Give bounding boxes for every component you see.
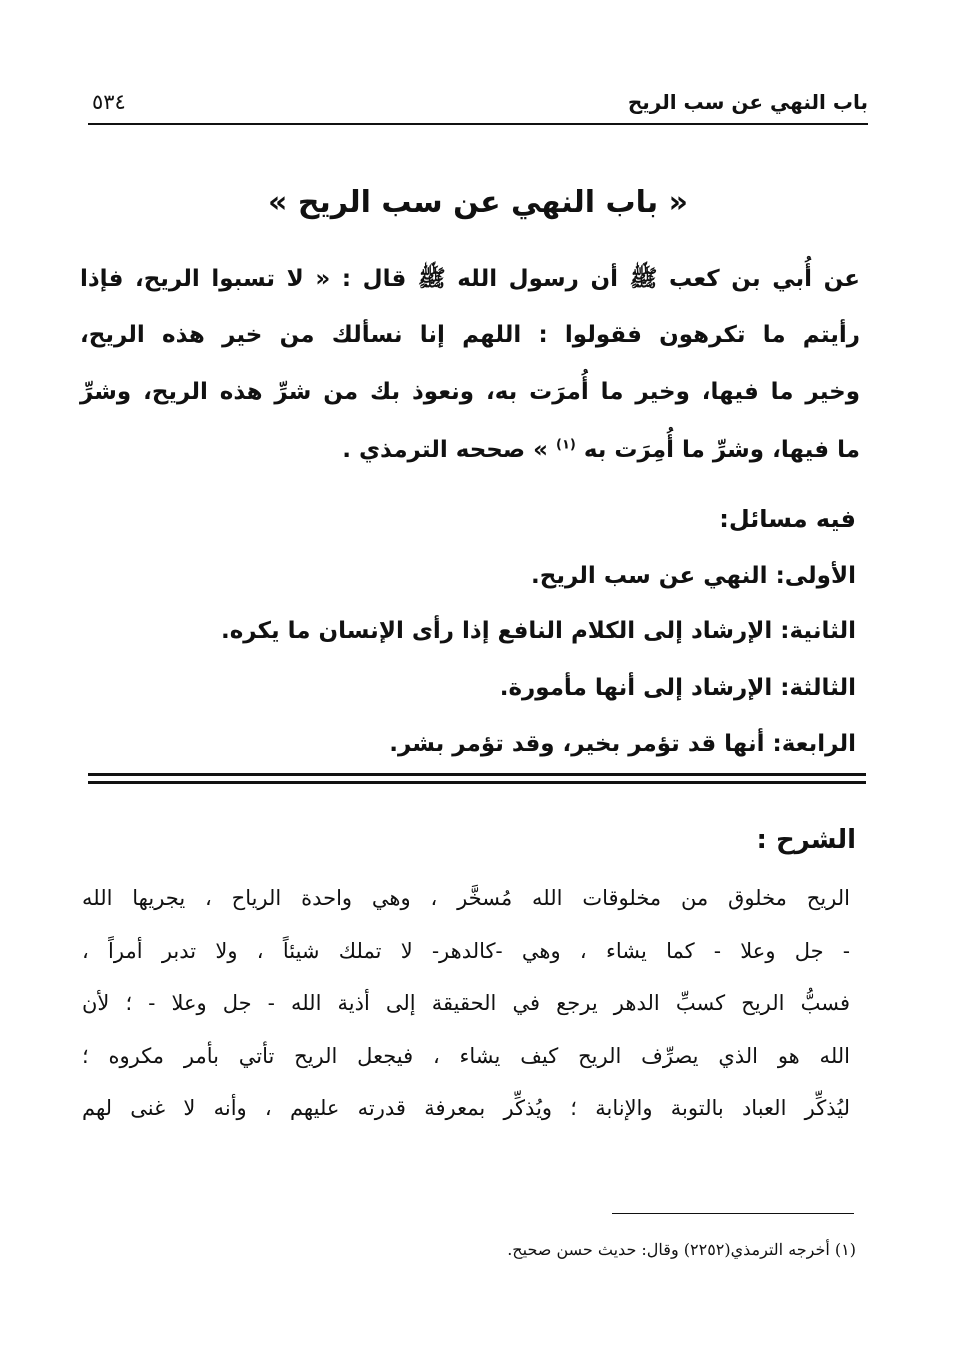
sharh-line-3: فسبُّ الريح كسبِّ الدهر يرجع في الحقيقة إلى أذية الله - جل وعلا - ؛ لأن [82, 991, 850, 1015]
hadith-line-3: وخير ما فيها، وخير ما أُمرَت به، ونعوذ بك من شرِّ هذه الريح، وشرِّ [80, 379, 860, 405]
section-divider-bottom [88, 781, 866, 784]
hadith-line-4-tail: » صححه الترمذي . [342, 437, 556, 463]
sharh-line-2: - جل وعلا - كما يشاء ، وهي -كالدهر- لا تملك شيئاً ، ولا تدبر أمراً ، [82, 939, 850, 963]
hadith-line-2: رأيتم ما تكرهون فقولوا : اللهم إنا نسألك من خير هذه الريح، [80, 322, 860, 348]
section-divider-top [88, 773, 866, 776]
chapter-title: « باب النهي عن سب الريح » [268, 185, 688, 220]
issues-heading: فيه مسائل: [719, 505, 856, 533]
sharh-heading: الشرح : [756, 825, 856, 855]
issue-2: الثانية: الإرشاد إلى الكلام النافع إذا رأى الإنسان ما يكره. [220, 618, 856, 644]
page-number: ٥٣٤ [92, 90, 126, 114]
footnote-divider [612, 1213, 854, 1214]
header-divider [88, 123, 868, 125]
footnote-reference[interactable]: (١) [555, 437, 576, 453]
hadith-line-4 [80, 437, 860, 463]
issue-4: الرابعة: أنها قد تؤمر بخير، وقد تؤمر بشر. [389, 731, 856, 757]
issue-1: الأولى: النهي عن سب الريح. [531, 563, 856, 589]
footnote: (١) أخرجه الترمذي(٢٢٥٢) وقال: حديث حسن صحيح. [507, 1240, 856, 1259]
hadith-line-1: عن أُبي بن كعب ﷺ أن رسول الله ﷺ قال : « لا تسبوا الريح، فإذا [80, 266, 860, 292]
issue-3: الثالثة: الإرشاد إلى أنها مأمورة. [499, 675, 856, 701]
hadith-line-4-text: ما فيها، وشرِّ ما أُمِرَت به [583, 437, 860, 463]
sharh-line-4: الله هو الذي يصرِّف الريح كيف يشاء ، فيجعل الريح تأتي بأمر مكروه ؛ [82, 1044, 850, 1068]
sharh-line-1: الريح مخلوق من مخلوقات الله مُسخَّر ، وهي واحدة الرياح ، يجريها الله [82, 886, 850, 910]
sharh-line-5: ليُذكِّر العباد بالتوبة والإنابة ؛ ويُذكِّر بمعرفة قدرته عليهم ، وأنه لا غنى لهم [82, 1096, 850, 1120]
running-title: باب النهي عن سب الريح [627, 90, 868, 114]
